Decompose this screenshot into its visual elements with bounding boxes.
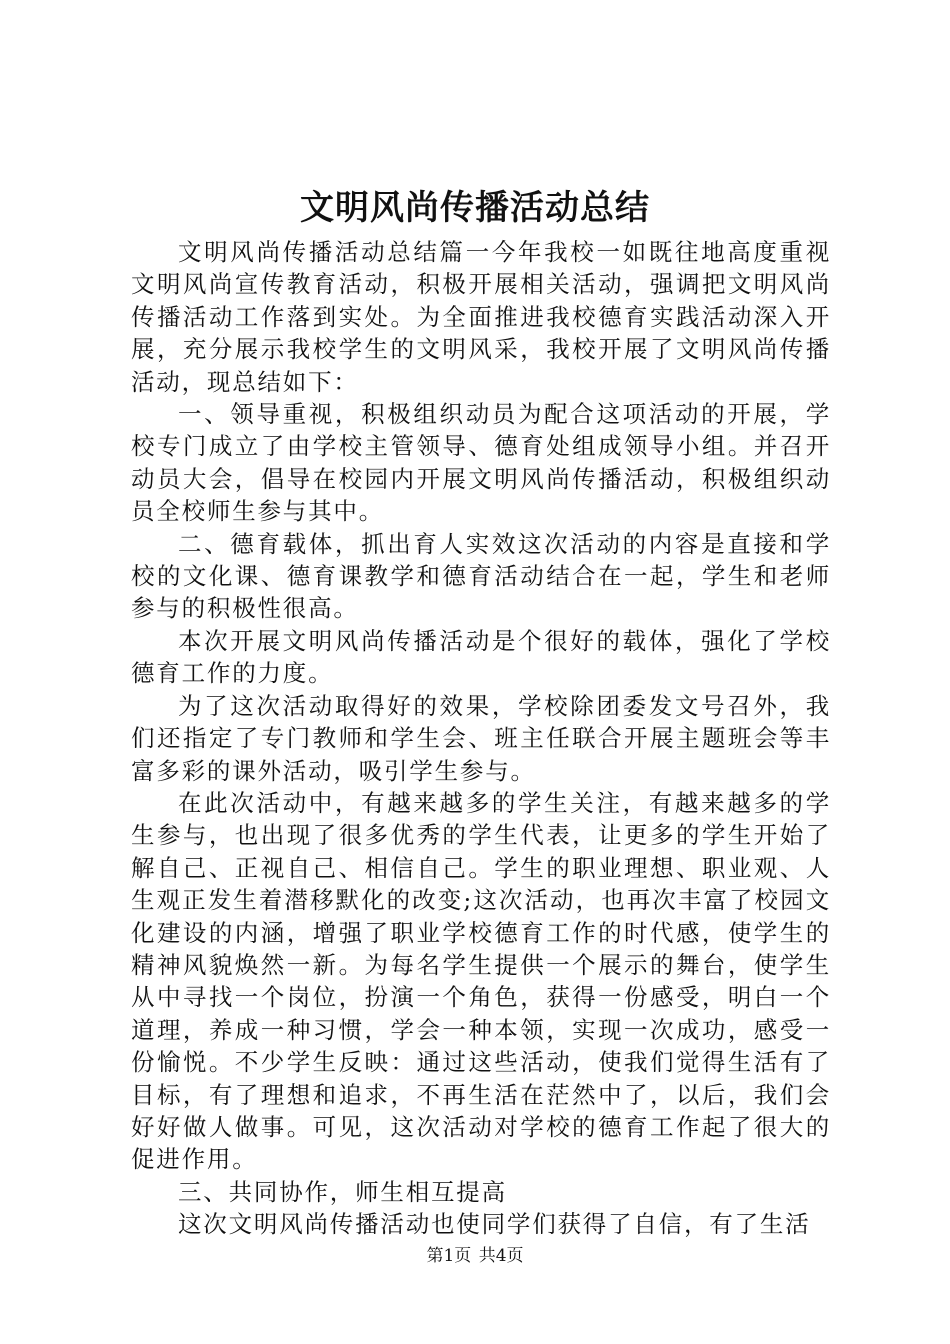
paragraph-effects: 在此次活动中，有越来越多的学生关注，有越来越多的学生参与，也出现了很多优秀的学生代表，让更多的学生开始了解自己、正视自己、相信自己。学生的职业理想、职业观、人生观正发生着潜移默化的改变;这次活动，也再次丰富了校园文化建设的内涵，增强了职业学校德育工作的时代感，使学生的精神风貌焕然一新。为每名学生提供一个展示的舞台，使学生从中寻找一个岗位，扮演一个角色，获得一份感受，明白一个道理，养成一种习惯，学会一种本领，实现一次成功，感受一份愉悦。不少学生反映：通过这些活动，使我们觉得生活有了目标，有了理想和追求，不再生活在茫然中了，以后，我们会好好做人做事。可见，这次活动对学校的德育工作起了很大的促进作用。 (131, 788, 831, 1174)
paragraph-intro: 文明风尚传播活动总结篇一今年我校一如既往地高度重视文明风尚宣传教育活动，积极开展相关活动，强调把文明风尚传播活动工作落到实处。为全面推进我校德育实践活动深入开展，充分展示我校学生的文明风采，我校开展了文明风尚传播活动，现总结如下： (131, 238, 831, 396)
document-body (131, 236, 831, 1241)
paragraph-section-three: 三、共同协作，师生相互提高 (178, 1177, 507, 1206)
paragraph-section-one: 一、领导重视，积极组织动员为配合这项活动的开展，学校专门成立了由学校主管领导、德育处组成领导小组。并召开动员大会，倡导在校园内开展文明风尚传播活动，积极组织动员全校师生参与其中。 (131, 400, 831, 526)
document-title: 文明风尚传播活动总结 (300, 188, 650, 228)
paragraph-section-two: 二、德育载体，抓出育人实效这次活动的内容是直接和学校的文化课、德育课教学和德育活动结合在一起，学生和老师参与的积极性很高。 (131, 529, 831, 623)
page-footer: 第1页 共4页 (426, 1246, 524, 1266)
paragraph-measures: 为了这次活动取得好的效果，学校除团委发文号召外，我们还指定了专门教师和学生会、班主任联合开展主题班会等丰富多彩的课外活动，吸引学生参与。 (131, 691, 831, 785)
paragraph-closing: 这次文明风尚传播活动也使同学们获得了自信，有了生活 (178, 1210, 811, 1239)
paragraph-carrier: 本次开展文明风尚传播活动是个很好的载体，强化了学校德育工作的力度。 (131, 626, 831, 688)
